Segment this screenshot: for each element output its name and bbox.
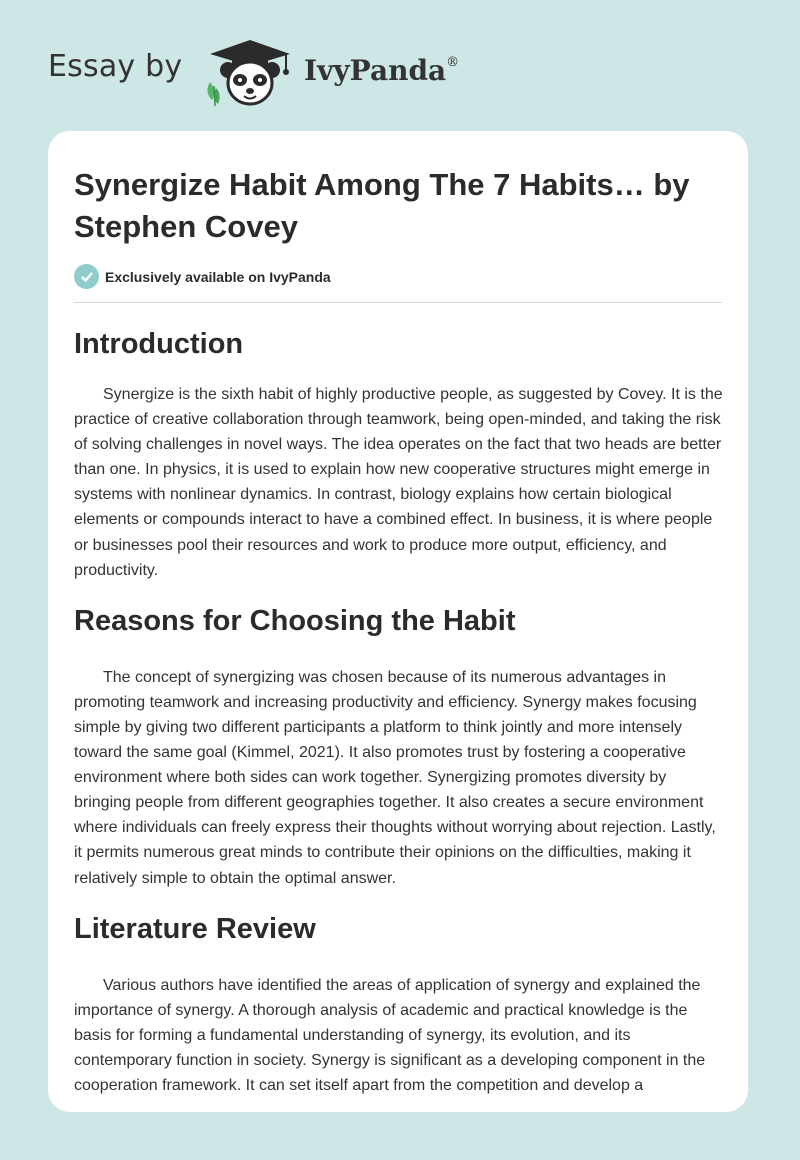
section-heading-reasons: Reasons for Choosing the Habit	[74, 604, 516, 637]
exclusive-badge-label: Exclusively available on IvyPanda	[105, 268, 331, 285]
essay-card	[48, 131, 748, 1112]
essay-body	[74, 327, 726, 1098]
exclusive-badge	[74, 264, 331, 289]
section-heading-introduction: Introduction	[74, 328, 244, 360]
section-paragraph-literature-review: Various authors have identified the areas of application of synergy and explained the importance of synergy. A thorough analysis of academic and practical knowledge is the basis for forming a fundamental understanding of synergy, its evolution, and its contemporary function in society. Synergy is significant as a developing component in the cooperation framework. It can set itself apart from the competition and develop a	[74, 976, 706, 1094]
section-paragraph-introduction: Synergize is the sixth habit of highly productive people, as suggested by Covey. It is the practice of creative collaboration through teamwork, being open-minded, and taking the risk of solving challenges in novel ways. The idea operates on the fact that two heads are better than one. In physics, it is used to explain how new cooperative structures might emerge in systems with nonlinear dynamics. In contrast, biology explains how certain biological elements or compounds interact to have a combined effect. In business, it is where people or businesses pool their resources and work to produce more output, efficiency, and productivity.	[74, 386, 723, 579]
panda-graduate-icon[interactable]	[202, 36, 298, 108]
section-heading-literature-review: Literature Review	[74, 912, 316, 945]
section-paragraph-reasons: The concept of synergizing was chosen because of its numerous advantages in promoting teamwork and increasing productivity and efficiency. Synergy makes focusing simple by giving two different participants a platform to think jointly and more intensely toward the same goal (Kimmel, 2021). It also promotes trust by fostering a cooperative environment where both sides can work together. Synergizing promotes diversity by bringing people from different geographies together. It also creates a secure environment where individuals can freely express their thoughts without worrying about rejection. Lastly, it permits numerous great minds to contribute their opinions on the difficulties, making it relatively simple to obtain the optimal answer.	[74, 668, 716, 887]
brand-text: IvyPanda	[304, 54, 447, 87]
essay-title: Synergize Habit Among The 7 Habits… by Stephen Covey	[74, 167, 690, 244]
title-divider	[74, 302, 722, 303]
essay-by-label: Essay by	[48, 49, 183, 84]
registered-mark: ®	[446, 55, 460, 70]
site-header	[48, 36, 548, 108]
check-icon	[74, 264, 99, 289]
brand-name[interactable]	[304, 54, 459, 87]
